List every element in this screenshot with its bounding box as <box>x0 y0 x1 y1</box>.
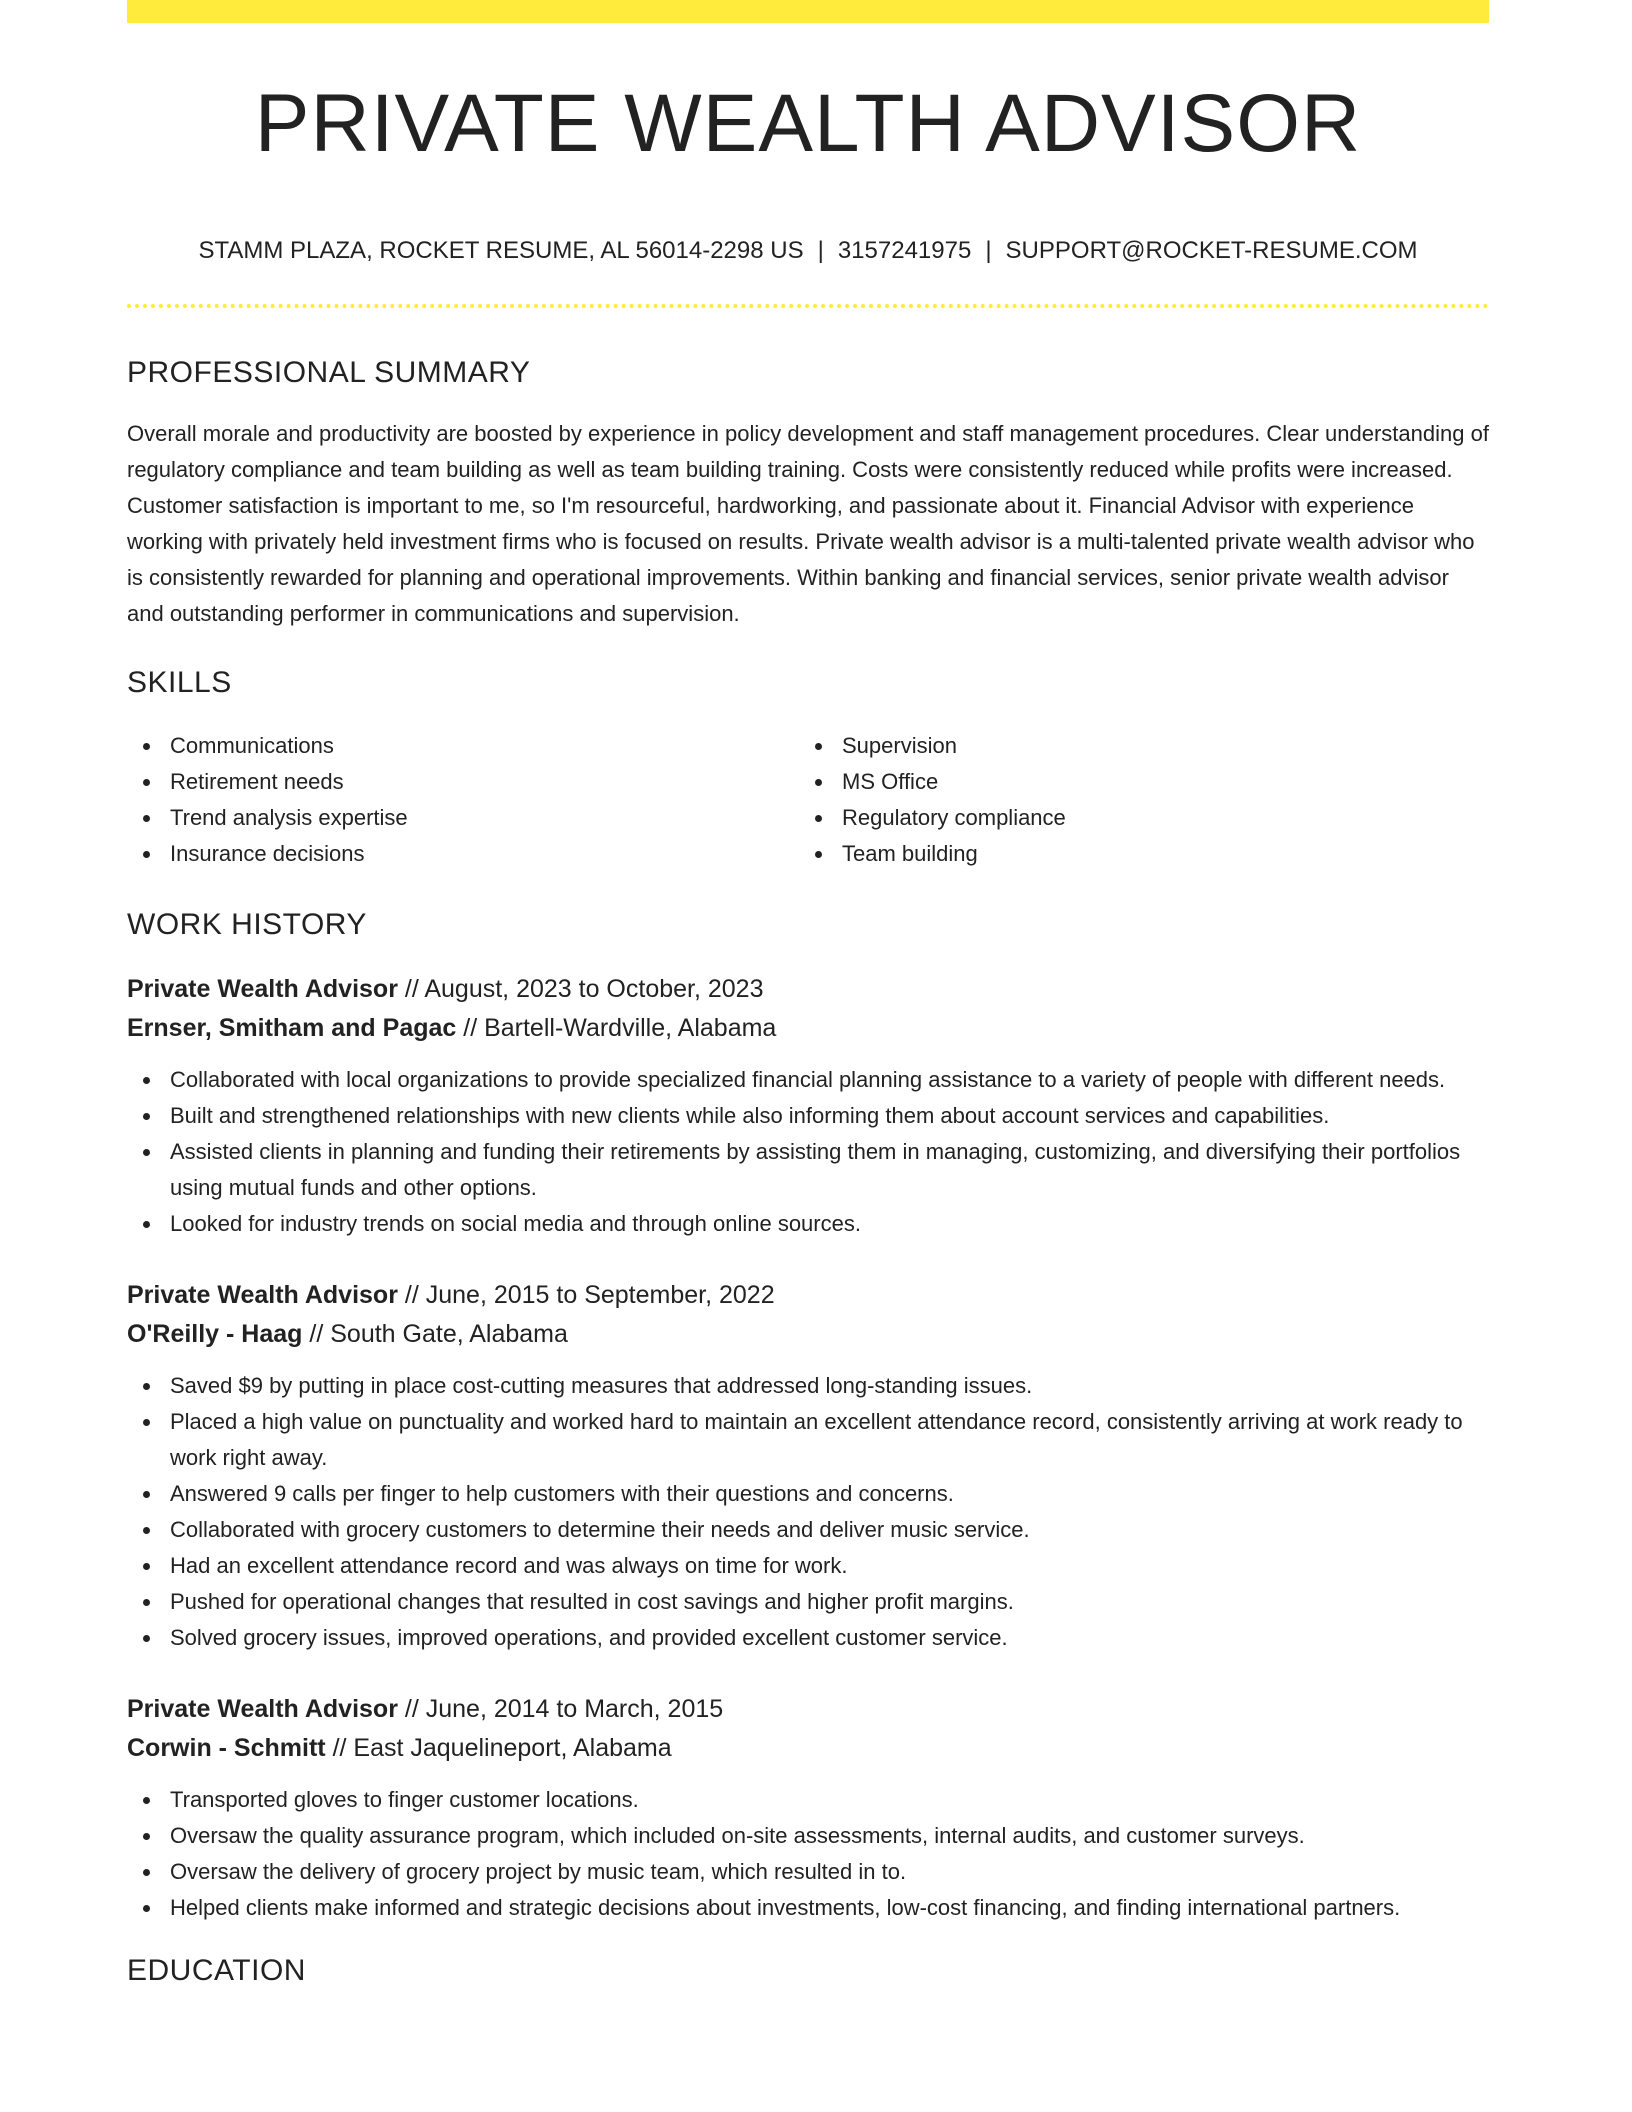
contact-line <box>127 237 1489 265</box>
contact-separator: | <box>817 237 824 264</box>
job-dates: // August, 2023 to October, 2023 <box>404 975 764 1003</box>
job-bullet: Solved grocery issues, improved operations, and provided excellent customer service. <box>127 1620 1489 1656</box>
skill-item: MS Office <box>799 764 1471 800</box>
job-bullet: Collaborated with local organizations to provide specialized financial planning assistance to a variety of people with different needs. <box>127 1062 1489 1098</box>
job-company-line <box>127 1315 1489 1354</box>
job-company: Corwin - Schmitt <box>127 1734 326 1762</box>
job-location: // East Jaquelineport, Alabama <box>332 1734 672 1762</box>
job-company: Ernser, Smitham and Pagac <box>127 1014 457 1042</box>
skill-item: Supervision <box>799 728 1471 764</box>
job-role: Private Wealth Advisor <box>127 1281 398 1309</box>
job-bullet: Oversaw the delivery of grocery project by music team, which resulted in to. <box>127 1854 1489 1890</box>
skills-column-left <box>127 728 799 872</box>
skills-column-right <box>799 728 1471 872</box>
contact-address: STAMM PLAZA, ROCKET RESUME, AL 56014-2298 US <box>198 237 804 264</box>
job-company: O'Reilly - Haag <box>127 1320 303 1348</box>
job-dates: // June, 2014 to March, 2015 <box>404 1695 724 1723</box>
job-dates: // June, 2015 to September, 2022 <box>404 1281 775 1309</box>
job-bullets <box>127 1782 1489 1926</box>
job-role: Private Wealth Advisor <box>127 975 398 1003</box>
job-bullet: Answered 9 calls per finger to help customers with their questions and concerns. <box>127 1476 1489 1512</box>
job-location: // Bartell-Wardville, Alabama <box>463 1014 777 1042</box>
work-history-heading: WORK HISTORY <box>127 908 367 941</box>
contact-phone: 3157241975 <box>837 237 972 264</box>
job-entry <box>127 970 1489 1242</box>
job-bullet: Had an excellent attendance record and was always on time for work. <box>127 1548 1489 1584</box>
job-bullet: Transported gloves to finger customer locations. <box>127 1782 1489 1818</box>
dotted-divider <box>127 304 1489 308</box>
job-bullet: Saved $9 by putting in place cost-cutting measures that addressed long-standing issues. <box>127 1368 1489 1404</box>
resume-page <box>127 0 1489 1988</box>
job-bullets <box>127 1062 1489 1242</box>
contact-separator: | <box>985 237 992 264</box>
job-bullet: Built and strengthened relationships with new clients while also informing them about account services and capabilities. <box>127 1098 1489 1134</box>
job-bullet: Pushed for operational changes that resulted in cost savings and higher profit margins. <box>127 1584 1489 1620</box>
skill-item: Team building <box>799 836 1471 872</box>
job-bullet: Assisted clients in planning and funding their retirements by assisting them in managing, customizing, and diversifying their portfolios using mutual funds and other options. <box>127 1134 1489 1206</box>
contact-email: SUPPORT@ROCKET-RESUME.COM <box>1005 237 1418 264</box>
job-entry <box>127 1276 1489 1656</box>
job-bullet: Collaborated with grocery customers to determine their needs and deliver music service. <box>127 1512 1489 1548</box>
job-title-line <box>127 1276 1489 1315</box>
accent-top-bar <box>127 0 1489 23</box>
job-bullet: Helped clients make informed and strategic decisions about investments, low-cost financing, and finding international partners. <box>127 1890 1489 1926</box>
job-location: // South Gate, Alabama <box>309 1320 568 1348</box>
skill-item: Insurance decisions <box>127 836 799 872</box>
job-company-line <box>127 1009 1489 1048</box>
summary-heading: PROFESSIONAL SUMMARY <box>127 356 531 389</box>
skill-item: Regulatory compliance <box>799 800 1471 836</box>
job-role: Private Wealth Advisor <box>127 1695 398 1723</box>
skill-item: Communications <box>127 728 799 764</box>
job-bullets <box>127 1368 1489 1656</box>
job-company-line <box>127 1729 1489 1768</box>
job-title-line <box>127 970 1489 1009</box>
job-bullet: Placed a high value on punctuality and worked hard to maintain an excellent attendance record, consistently arriving at work ready to work right away. <box>127 1404 1489 1476</box>
skills-grid <box>127 728 1489 872</box>
education-heading: EDUCATION <box>127 1954 306 1987</box>
job-bullet: Oversaw the quality assurance program, which included on-site assessments, internal audits, and customer surveys. <box>127 1818 1489 1854</box>
summary-text: Overall morale and productivity are boosted by experience in policy development and staff management procedures. Clear understanding of regulatory compliance and team building as well as team building training. Costs were consistently reduced while profits were increased. Customer satisfaction is important to me, so I'm resourceful, hardworking, and passionate about it. Financial Advisor with experience working with privately held investment firms who is focused on results. Private wealth advisor is a multi-talented private wealth advisor who is consistently rewarded for planning and operational improvements. Within banking and financial services, senior private wealth advisor and outstanding performer in communications and supervision. <box>127 421 1489 626</box>
job-entry <box>127 1690 1489 1926</box>
skills-heading: SKILLS <box>127 666 232 699</box>
skill-item: Retirement needs <box>127 764 799 800</box>
job-bullet: Looked for industry trends on social media and through online sources. <box>127 1206 1489 1242</box>
resume-name: PRIVATE WEALTH ADVISOR <box>254 78 1362 169</box>
skill-item: Trend analysis expertise <box>127 800 799 836</box>
job-title-line <box>127 1690 1489 1729</box>
